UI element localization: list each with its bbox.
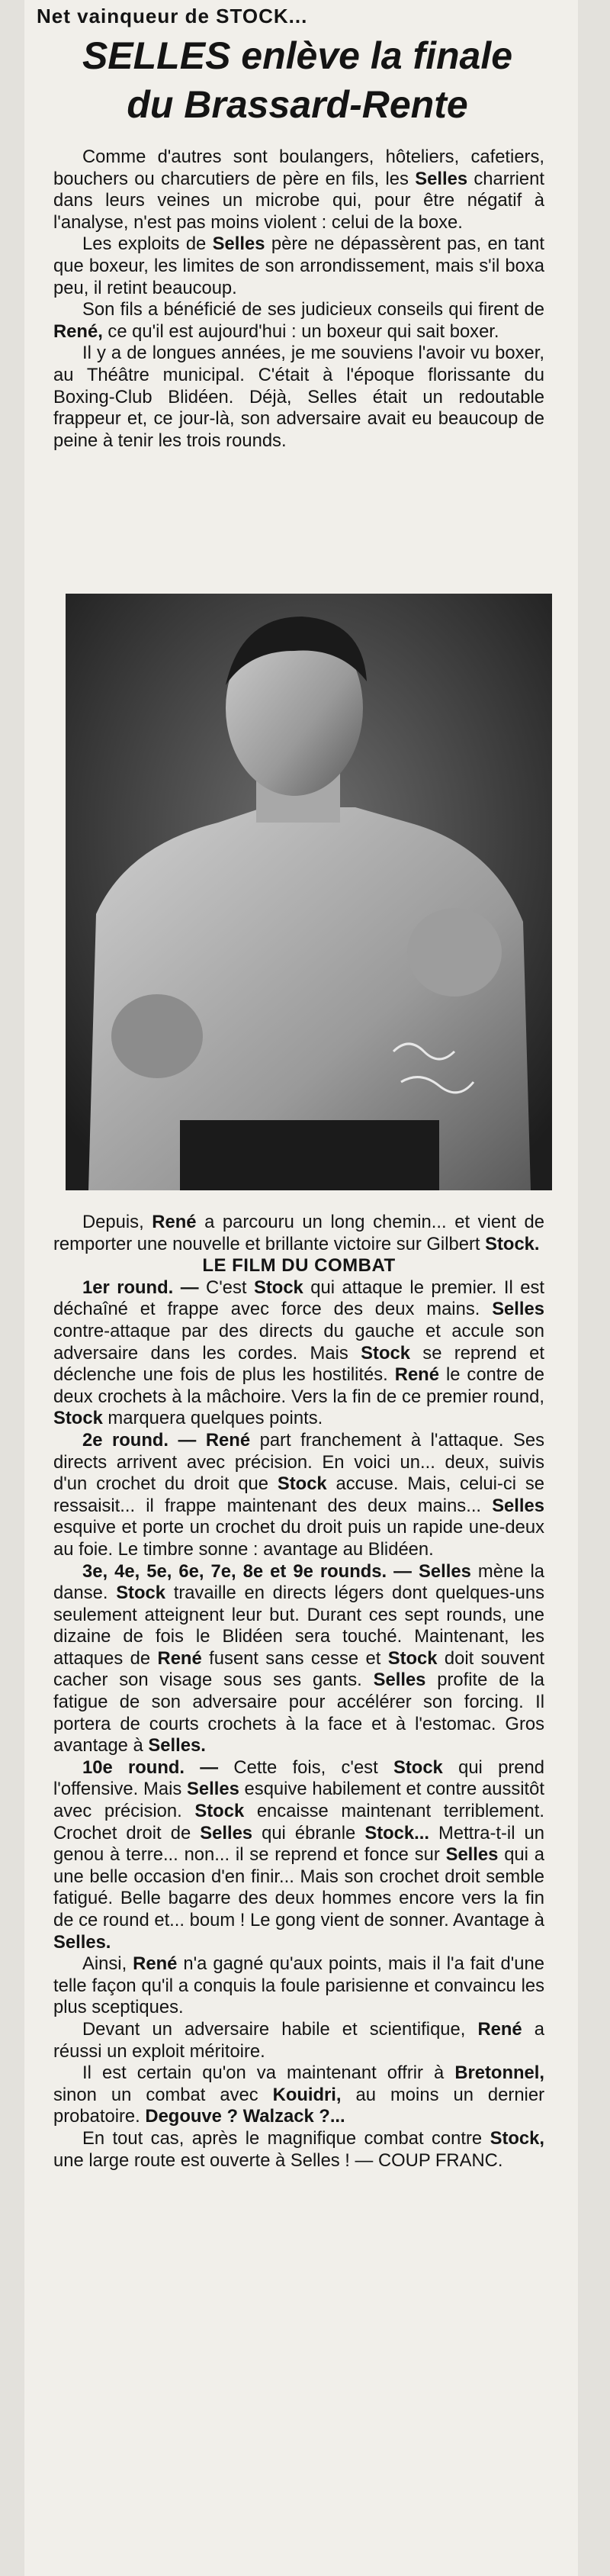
text-run: Devant un adversaire habile et scientifique, <box>82 2018 478 2040</box>
text-run: le contre de deux crochets à la mâchoire. Vers la fin de ce premier round, <box>53 1364 545 1407</box>
text-run: Mettra-t-il un genou à terre... non... il se reprend et fonce sur <box>53 1822 545 1866</box>
bold-run: Stock <box>361 1342 410 1364</box>
text-run: esquive et porte un crochet du droit puis un rapide une-deux au foie. Le timbre sonne : avantage au Blidéen. <box>53 1517 544 1560</box>
bold-run: Selles <box>187 1779 239 1800</box>
right-fist <box>407 908 502 997</box>
text-run: père ne dépassèrent pas, en tant que boxeur, les limites de son arrondissement, mais s'il boxa peu, il retint beaucoup. <box>53 233 544 298</box>
text-run: En tout cas, après le magnifique combat contre <box>82 2127 490 2149</box>
text-run: Son fils a bénéficié de ses judicieux conseils qui firent de <box>82 299 544 320</box>
bold-run: Stock, <box>490 2127 544 2149</box>
text-run: accuse. Mais, celui-ci se ressaisit... il frappe maintenant des deux mains... <box>53 1473 545 1516</box>
fight-paragraphs <box>53 1277 544 2172</box>
fight-intro <box>53 1212 544 1255</box>
bold-run: 1er round. — <box>82 1277 199 1298</box>
bold-run: Selles <box>415 168 468 189</box>
text-run: qui attaque le premier. Il est déchaîné et frappe avec force des deux mains. <box>53 1277 544 1320</box>
text-run: se reprend et déclenche une fois de plus les hostilités. <box>53 1342 544 1386</box>
paragraph <box>53 299 544 343</box>
text-run: doit souvent cacher son visage sous ses gants. <box>53 1647 544 1691</box>
bold-run: Stock. <box>485 1233 540 1254</box>
text-run: part franchement à l'attaque. Ses directs arrivent avec précision. En voici un... deux, suivis d'un crochet du droit que <box>53 1429 545 1495</box>
paragraph <box>53 343 544 452</box>
intro-paragraphs <box>53 147 544 452</box>
bold-run: Stock <box>387 1647 438 1669</box>
text-run: contre-attaque par des directs du gauche et accule son adversaire dans les cordes. Mais <box>53 1320 544 1364</box>
paragraph <box>53 2062 544 2128</box>
bold-run: René <box>152 1212 197 1232</box>
text-run: encaisse maintenant terriblement. Crochet droit de <box>53 1801 544 1843</box>
text-run: Comme d'autres sont boulangers, hôteliers, cafetiers, bouchers ou charcutiers de père en fils, les <box>53 147 544 189</box>
boxer-trunks <box>180 1120 439 1190</box>
paragraph <box>53 147 544 233</box>
bold-run: Stock <box>277 1473 327 1495</box>
text-run: Ainsi, <box>82 1953 133 1975</box>
bold-run: Stock... <box>364 1822 429 1843</box>
boxer-photo <box>66 594 552 1190</box>
bold-run: Stock <box>253 1277 303 1298</box>
text-run: C'est <box>198 1277 254 1298</box>
bold-run: Degouve ? Walzack ?... <box>145 2106 345 2127</box>
text-run: esquive habilement et contre aussitôt avec précision. <box>53 1779 544 1822</box>
text-run: au moins un dernier probatoire. <box>53 2084 544 2127</box>
text-run: a réussi un exploit méritoire. <box>53 2018 544 2062</box>
headline-line-2: du Brassard-Rente <box>127 83 468 126</box>
bold-run: Kouidri, <box>272 2084 342 2105</box>
text-run: travaille en directs légers dont quelques-uns seulement atteignent leur but. Durant ces sept rounds, une dizaine de fois le Blidéen sera touché. Maintenant, les attaques de <box>53 1583 544 1669</box>
bold-run: 10e round. — <box>82 1757 219 1778</box>
text-run: qui ébranle <box>252 1822 365 1843</box>
text-run: une large route est ouverte à Selles ! — COUP FRANC. <box>53 2149 503 2171</box>
paragraph <box>53 2128 544 2172</box>
bold-run: Selles <box>492 1299 544 1320</box>
bold-run: Selles. <box>53 1931 111 1953</box>
bold-run: René <box>205 1429 251 1451</box>
article-fight <box>53 1212 544 2172</box>
text-run: Depuis, <box>82 1212 152 1232</box>
bold-run: Selles. <box>148 1735 206 1757</box>
section-title: LE FILM DU COMBAT <box>202 1255 396 1277</box>
text-run: n'a gagné qu'aux points, mais il l'a fait d'une telle façon qu'il a conquis la foule parisienne et convaincu les plus sceptiques. <box>53 1953 544 2018</box>
bold-run: Selles <box>212 233 265 255</box>
bold-run: René <box>477 2018 522 2040</box>
bold-run: Selles <box>492 1495 544 1516</box>
bold-run: 3e, 4e, 5e, 6e, 7e, 8e et 9e rounds. — <box>82 1560 412 1582</box>
paragraph <box>53 1430 544 1561</box>
bold-run: Stock <box>116 1583 165 1604</box>
kicker: Net vainqueur de STOCK... <box>37 5 308 27</box>
headline-line-1: SELLES enlève la finale <box>82 34 513 77</box>
bold-run: Selles <box>445 1844 499 1866</box>
paragraph <box>53 1757 544 1953</box>
text-run: Cette fois, c'est <box>218 1757 393 1778</box>
bold-run: René, <box>53 320 103 342</box>
text-run <box>412 1561 419 1582</box>
bold-run: Bretonnel, <box>454 2062 544 2084</box>
bold-run: Stock <box>393 1757 443 1778</box>
bold-run: René <box>157 1647 202 1669</box>
text-run: Les exploits de <box>82 233 213 255</box>
paragraph <box>53 1277 544 1430</box>
bold-run: Selles <box>419 1560 471 1582</box>
bold-run: Stock <box>194 1801 245 1822</box>
paragraph <box>53 2019 544 2062</box>
bold-run: Selles <box>373 1670 426 1691</box>
paragraph <box>53 1561 544 1757</box>
bold-run: Selles <box>200 1822 253 1843</box>
text-run: qui a une belle occasion d'en finir... Mais son crochet droit semble fatigué. Belle bagarre des deux hommes encore vers la fin de ce round et... boum ! Le gong vient de sonner. Avantage à <box>53 1844 544 1930</box>
paragraph <box>53 233 544 299</box>
bold-run: René <box>394 1364 439 1386</box>
bold-run: 2e round. — <box>82 1429 197 1451</box>
text-run: qui prend l'offensive. Mais <box>53 1757 544 1800</box>
text-run: sinon un combat avec <box>53 2084 273 2105</box>
text-run: mène la danse. <box>53 1560 544 1604</box>
text-run: Il y a de longues années, je me souviens l'avoir vu boxer, au Théâtre municipal. C'était à l'époque florissante du Boxing-Club Blidéen. Déjà, Selles était un redoutable frappeur et, ce jour-là, son adversaire avait eu beaucoup de peine à tenir les trois rounds. <box>53 343 544 451</box>
bold-run: René <box>133 1953 178 1975</box>
text-run: ce qu'il est aujourd'hui : un boxeur qui sait boxer. <box>102 320 499 342</box>
bold-run: Stock <box>53 1408 103 1429</box>
paragraph <box>53 1953 544 2019</box>
text-run: a parcouru un long chemin... et vient de remporter une nouvelle et brillante victoire sur Gilbert <box>53 1212 544 1254</box>
text-run <box>196 1430 206 1451</box>
text-run: Il est certain qu'on va maintenant offrir à <box>82 2062 455 2084</box>
text-run: fusent sans cesse et <box>201 1647 388 1669</box>
left-fist <box>111 994 203 1078</box>
text-run: charrient dans leurs veines un microbe qui, pour être négatif à l'analyse, n'est pas moins violent : celui de la boxe. <box>53 168 544 233</box>
text-run: marquera quelques points. <box>102 1408 323 1429</box>
paragraph <box>53 1212 544 1255</box>
text-run: profite de la fatigue de son adversaire pour accélérer son forcing. Il portera de courts crochets à la face et à l'estomac. Gros avantage à <box>53 1670 545 1757</box>
article-intro <box>53 147 544 452</box>
